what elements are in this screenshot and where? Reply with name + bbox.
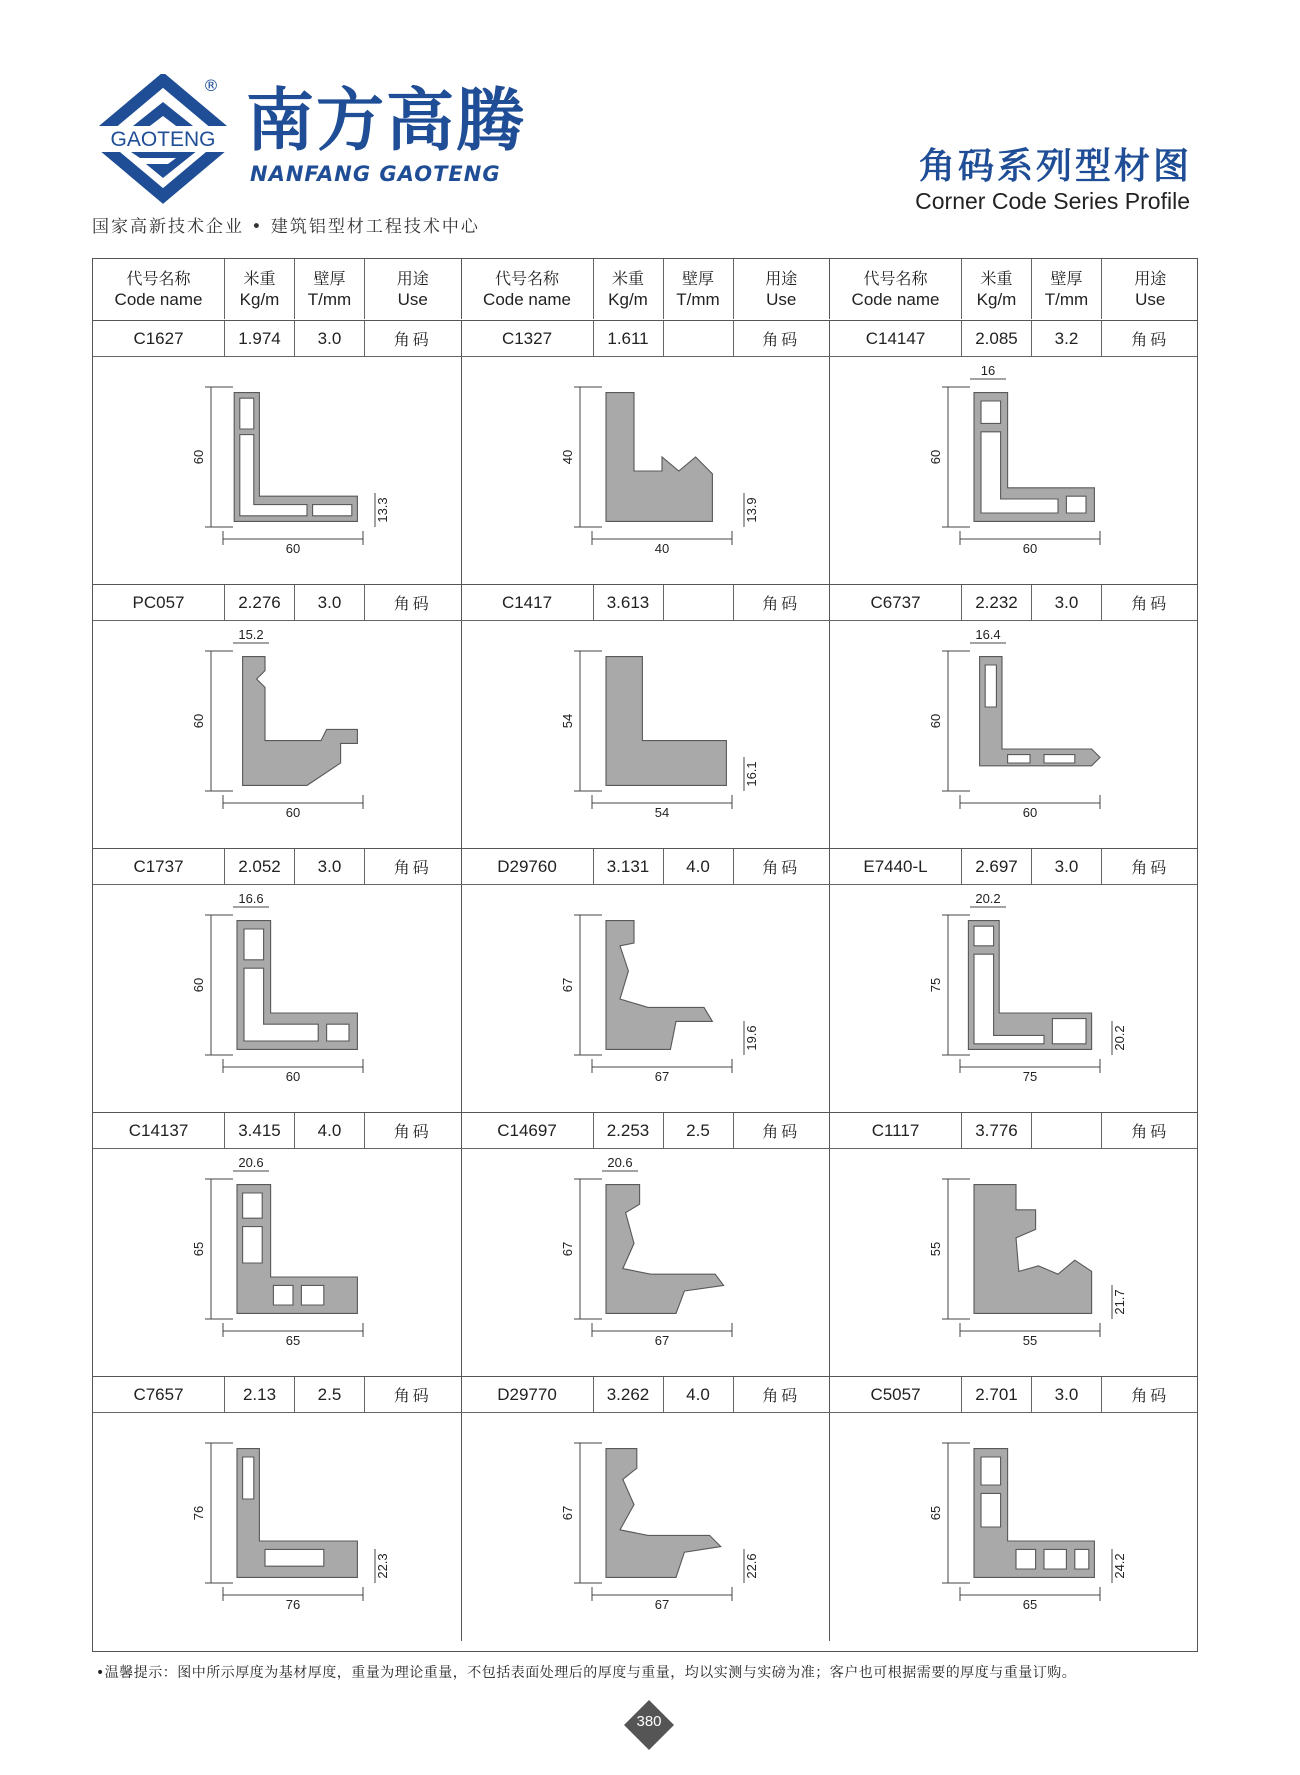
cell-code: E7440-L (830, 849, 962, 884)
profile-figure (93, 1149, 462, 1376)
cell-thickness (1032, 1113, 1102, 1148)
profile-drawing (830, 621, 1199, 849)
dimension-label: 16 (980, 363, 996, 378)
dimension-label: 60 (191, 449, 206, 465)
cell-code: C1737 (93, 849, 225, 884)
profile-shape (606, 1185, 724, 1314)
header-cell (830, 259, 962, 319)
cell-use: 角码 (1131, 1122, 1170, 1141)
header-label-cn: 代号名称 (126, 269, 191, 288)
dimension-label: 60 (928, 713, 943, 729)
cell-weight: 3.262 (594, 1377, 664, 1412)
header-cell (1102, 259, 1199, 319)
profile-drawing (830, 357, 1199, 585)
cell-weight: 2.276 (225, 585, 295, 620)
cell-thickness: 3.0 (1032, 585, 1102, 620)
cell-use: 角码 (365, 321, 462, 356)
header-label-en: T/mm (1044, 290, 1089, 309)
table-row (93, 585, 1197, 621)
header-label-en: Use (397, 290, 428, 309)
profile-drawing (93, 885, 462, 1113)
figure-row (93, 357, 1197, 585)
header-cell (93, 259, 225, 319)
dimension-label: 13.3 (375, 497, 390, 523)
dimension-label: 60 (928, 449, 943, 465)
cell-weight: 1.611 (594, 321, 664, 356)
header-cell (962, 259, 1032, 319)
profile-figure (93, 1413, 462, 1641)
dimension-label: 20.2 (1112, 1025, 1127, 1051)
profile-drawing (830, 885, 1199, 1113)
cell-use: 角码 (734, 1377, 831, 1412)
dimension-label: 65 (928, 1505, 943, 1521)
cell-thickness (664, 321, 734, 356)
profile-drawing (462, 357, 831, 585)
cell-use: 角码 (1131, 330, 1170, 349)
dimension-label: 20.6 (238, 1155, 264, 1170)
cell-thickness: 3.0 (295, 321, 365, 356)
header-cell (365, 259, 462, 319)
cell-weight: 3.613 (594, 585, 664, 620)
profile-drawing (462, 1149, 831, 1377)
table-row (93, 849, 1197, 885)
header-label-cn: 壁厚 (1050, 269, 1083, 288)
dimension-label: 60 (191, 713, 206, 729)
dimension-label: 55 (928, 1241, 943, 1257)
cell-thickness: 4.0 (664, 1377, 734, 1412)
profile-drawing (462, 1413, 831, 1641)
header-label-en: Kg/m (976, 290, 1017, 309)
cell-weight: 2.232 (962, 585, 1032, 620)
cell-use: 角码 (365, 1377, 462, 1412)
cell-weight: 2.253 (594, 1113, 664, 1148)
figure-row (93, 621, 1197, 849)
profile-figure (93, 885, 462, 1112)
dimension-label: 76 (191, 1505, 206, 1521)
profile-figure (830, 1413, 1199, 1641)
cell-weight: 3.776 (962, 1113, 1032, 1148)
brand-name-en: NANFANG GAOTENG (250, 162, 501, 186)
header-cell (295, 259, 365, 319)
profile-shape (606, 921, 712, 1050)
profile-shape (234, 393, 357, 522)
dimension-label: 75 (928, 977, 943, 993)
dimension-label: 67 (559, 1505, 575, 1521)
dimension-label: 13.9 (743, 497, 759, 523)
header-label-en: Use (766, 290, 797, 309)
cell-thickness: 3.0 (1032, 849, 1102, 884)
profile-figure (462, 1149, 831, 1376)
cell-thickness: 3.0 (1032, 1377, 1102, 1412)
profile-drawing (93, 357, 462, 585)
svg-text:GAOTENG: GAOTENG (110, 128, 216, 151)
footnote: •温馨提示：图中所示厚度为基材厚度，重量为理论重量，不包括表面处理后的厚度与重量，均以实测与实磅为准；客户也可根据需要的厚度与重量订购。 (96, 1665, 1077, 1681)
header-label-cn: 用途 (396, 269, 429, 288)
cell-code: C14147 (830, 321, 962, 356)
profile-figure (830, 1149, 1199, 1376)
cell-code: C14697 (462, 1113, 594, 1148)
cell-use: 角码 (1131, 1386, 1170, 1405)
cell-code: C14137 (93, 1113, 225, 1148)
profile-drawing (93, 621, 462, 849)
dimension-label: 40 (559, 449, 575, 465)
dimension-label: 60 (1022, 805, 1038, 820)
cell-thickness (664, 585, 734, 620)
cell-use: 角码 (734, 849, 831, 884)
cell-use: 角码 (365, 1113, 462, 1148)
profile-shape (980, 657, 1100, 766)
dimension-label: 40 (654, 541, 669, 556)
header-label-cn: 米重 (980, 269, 1013, 288)
header-cell (664, 259, 734, 319)
cell-code: C7657 (93, 1377, 225, 1412)
cell-code: D29760 (462, 849, 594, 884)
cell-code: C5057 (830, 1377, 962, 1412)
header-label-cn: 代号名称 (494, 269, 559, 288)
header-label-cn: 米重 (243, 269, 276, 288)
dimension-label: 67 (654, 1597, 669, 1612)
profile-shape (243, 657, 358, 786)
cell-code: C1327 (462, 321, 594, 356)
page-title-en: Corner Code Series Profile (915, 188, 1190, 214)
cell-thickness: 2.5 (664, 1113, 734, 1148)
profile-shape (606, 657, 726, 786)
dimension-label: 65 (285, 1333, 301, 1348)
header-label-cn: 壁厚 (681, 269, 714, 288)
profile-figure (462, 1413, 831, 1641)
dimension-label: 55 (1022, 1333, 1038, 1348)
figure-row (93, 1413, 1197, 1641)
cell-weight: 2.13 (225, 1377, 295, 1412)
dimension-label: 54 (654, 805, 669, 820)
cell-use: 角码 (1131, 594, 1170, 613)
dimension-label: 60 (191, 977, 206, 993)
dimension-label: 60 (1022, 541, 1038, 556)
table-row (93, 1113, 1197, 1149)
page-number: 380 (636, 1713, 662, 1730)
header-label-en: Use (1135, 290, 1166, 309)
dimension-label: 65 (191, 1241, 206, 1257)
profile-shape (974, 393, 1094, 522)
dimension-label: 16.1 (743, 761, 759, 787)
header-label-en: Kg/m (608, 290, 648, 309)
cell-thickness: 4.0 (295, 1113, 365, 1148)
header-label-en: Code name (114, 290, 203, 309)
cell-weight: 2.052 (225, 849, 295, 884)
dimension-label: 76 (285, 1597, 301, 1612)
cell-weight: 2.085 (962, 321, 1032, 356)
dimension-label: 65 (1022, 1597, 1038, 1612)
profile-shape (974, 1449, 1094, 1578)
figure-row (93, 1149, 1197, 1377)
profile-shape (606, 1449, 721, 1578)
profile-figure (830, 621, 1199, 848)
cell-code: C6737 (830, 585, 962, 620)
profile-figure (462, 621, 831, 848)
header-cell (1032, 259, 1102, 319)
dimension-label: 24.2 (1112, 1553, 1127, 1579)
header-label-en: T/mm (676, 290, 720, 309)
dimension-label: 21.7 (1112, 1289, 1127, 1315)
profile-shape (968, 921, 1091, 1050)
cell-weight: 2.697 (962, 849, 1032, 884)
cell-weight: 3.415 (225, 1113, 295, 1148)
registered-mark: ® (203, 76, 219, 95)
table-row (93, 1377, 1197, 1413)
dimension-label: 22.3 (375, 1553, 390, 1579)
profile-figure (830, 357, 1199, 584)
brand-tagline: 国家高新技术企业 • 建筑铝型材工程技术中心 (92, 217, 480, 237)
header-cell (225, 259, 295, 319)
cell-thickness: 3.0 (295, 585, 365, 620)
dimension-label: 67 (654, 1333, 669, 1348)
cell-use: 角码 (365, 849, 462, 884)
header-label-en: Kg/m (239, 290, 280, 309)
dimension-label: 15.2 (238, 627, 264, 642)
profile-figure (830, 885, 1199, 1112)
dimension-label: 60 (285, 1069, 301, 1084)
dimension-label: 16.6 (238, 891, 264, 906)
table-row (93, 321, 1197, 357)
cell-code: C1417 (462, 585, 594, 620)
dimension-label: 54 (559, 713, 575, 729)
page-title-cn: 角码系列型材图 (918, 146, 1192, 187)
profile-table (92, 258, 1198, 1652)
profile-drawing (830, 1149, 1199, 1377)
cell-code: C1627 (93, 321, 225, 356)
dimension-label: 22.6 (743, 1553, 759, 1579)
dimension-label: 19.6 (743, 1025, 759, 1051)
dimension-label: 20.2 (975, 891, 1001, 906)
profile-drawing (462, 621, 831, 849)
dimension-label: 20.6 (606, 1155, 633, 1170)
cell-use: 角码 (1131, 858, 1170, 877)
cell-use: 角码 (734, 1113, 831, 1148)
header-label-cn: 代号名称 (863, 269, 928, 288)
dimension-label: 75 (1022, 1069, 1038, 1084)
cell-thickness: 4.0 (664, 849, 734, 884)
profile-shape (237, 921, 357, 1050)
dimension-label: 60 (285, 541, 301, 556)
profile-shape (237, 1185, 357, 1314)
dimension-label: 67 (654, 1069, 669, 1084)
header-label-en: Code name (483, 290, 571, 309)
profile-drawing (462, 885, 831, 1113)
table-header (93, 259, 1197, 321)
brand-name-cn: 南方高腾 (246, 82, 527, 161)
cell-code: C1117 (830, 1113, 962, 1148)
cell-thickness: 3.0 (295, 849, 365, 884)
profile-figure (462, 885, 831, 1112)
cell-code: D29770 (462, 1377, 594, 1412)
profile-figure (462, 357, 831, 584)
profile-shape (237, 1449, 357, 1578)
header-label-cn: 用途 (1134, 269, 1167, 288)
cell-weight: 3.131 (594, 849, 664, 884)
header-cell (462, 259, 594, 319)
dimension-label: 67 (559, 1241, 575, 1257)
cell-thickness: 3.2 (1032, 321, 1102, 356)
profile-drawing (93, 1149, 462, 1377)
header-cell (734, 259, 831, 319)
header-label-en: Code name (851, 290, 940, 309)
cell-thickness: 2.5 (295, 1377, 365, 1412)
profile-drawing (830, 1413, 1199, 1641)
header-label-cn: 米重 (611, 269, 644, 288)
header-cell (594, 259, 664, 319)
cell-use: 角码 (734, 585, 831, 620)
cell-use: 角码 (365, 585, 462, 620)
cell-weight: 1.974 (225, 321, 295, 356)
profile-shape (974, 1185, 1092, 1314)
cell-weight: 2.701 (962, 1377, 1032, 1412)
profile-drawing (93, 1413, 462, 1641)
profile-figure (93, 357, 462, 584)
figure-row (93, 885, 1197, 1113)
dimension-label: 67 (559, 977, 575, 993)
profile-shape (606, 393, 712, 522)
dimension-label: 60 (285, 805, 301, 820)
profile-figure (93, 621, 462, 848)
header-label-cn: 壁厚 (313, 269, 346, 288)
cell-use: 角码 (734, 321, 831, 356)
header-label-en: T/mm (307, 290, 352, 309)
header-label-cn: 用途 (765, 269, 798, 288)
dimension-label: 16.4 (975, 627, 1001, 642)
cell-code: PC057 (93, 585, 225, 620)
